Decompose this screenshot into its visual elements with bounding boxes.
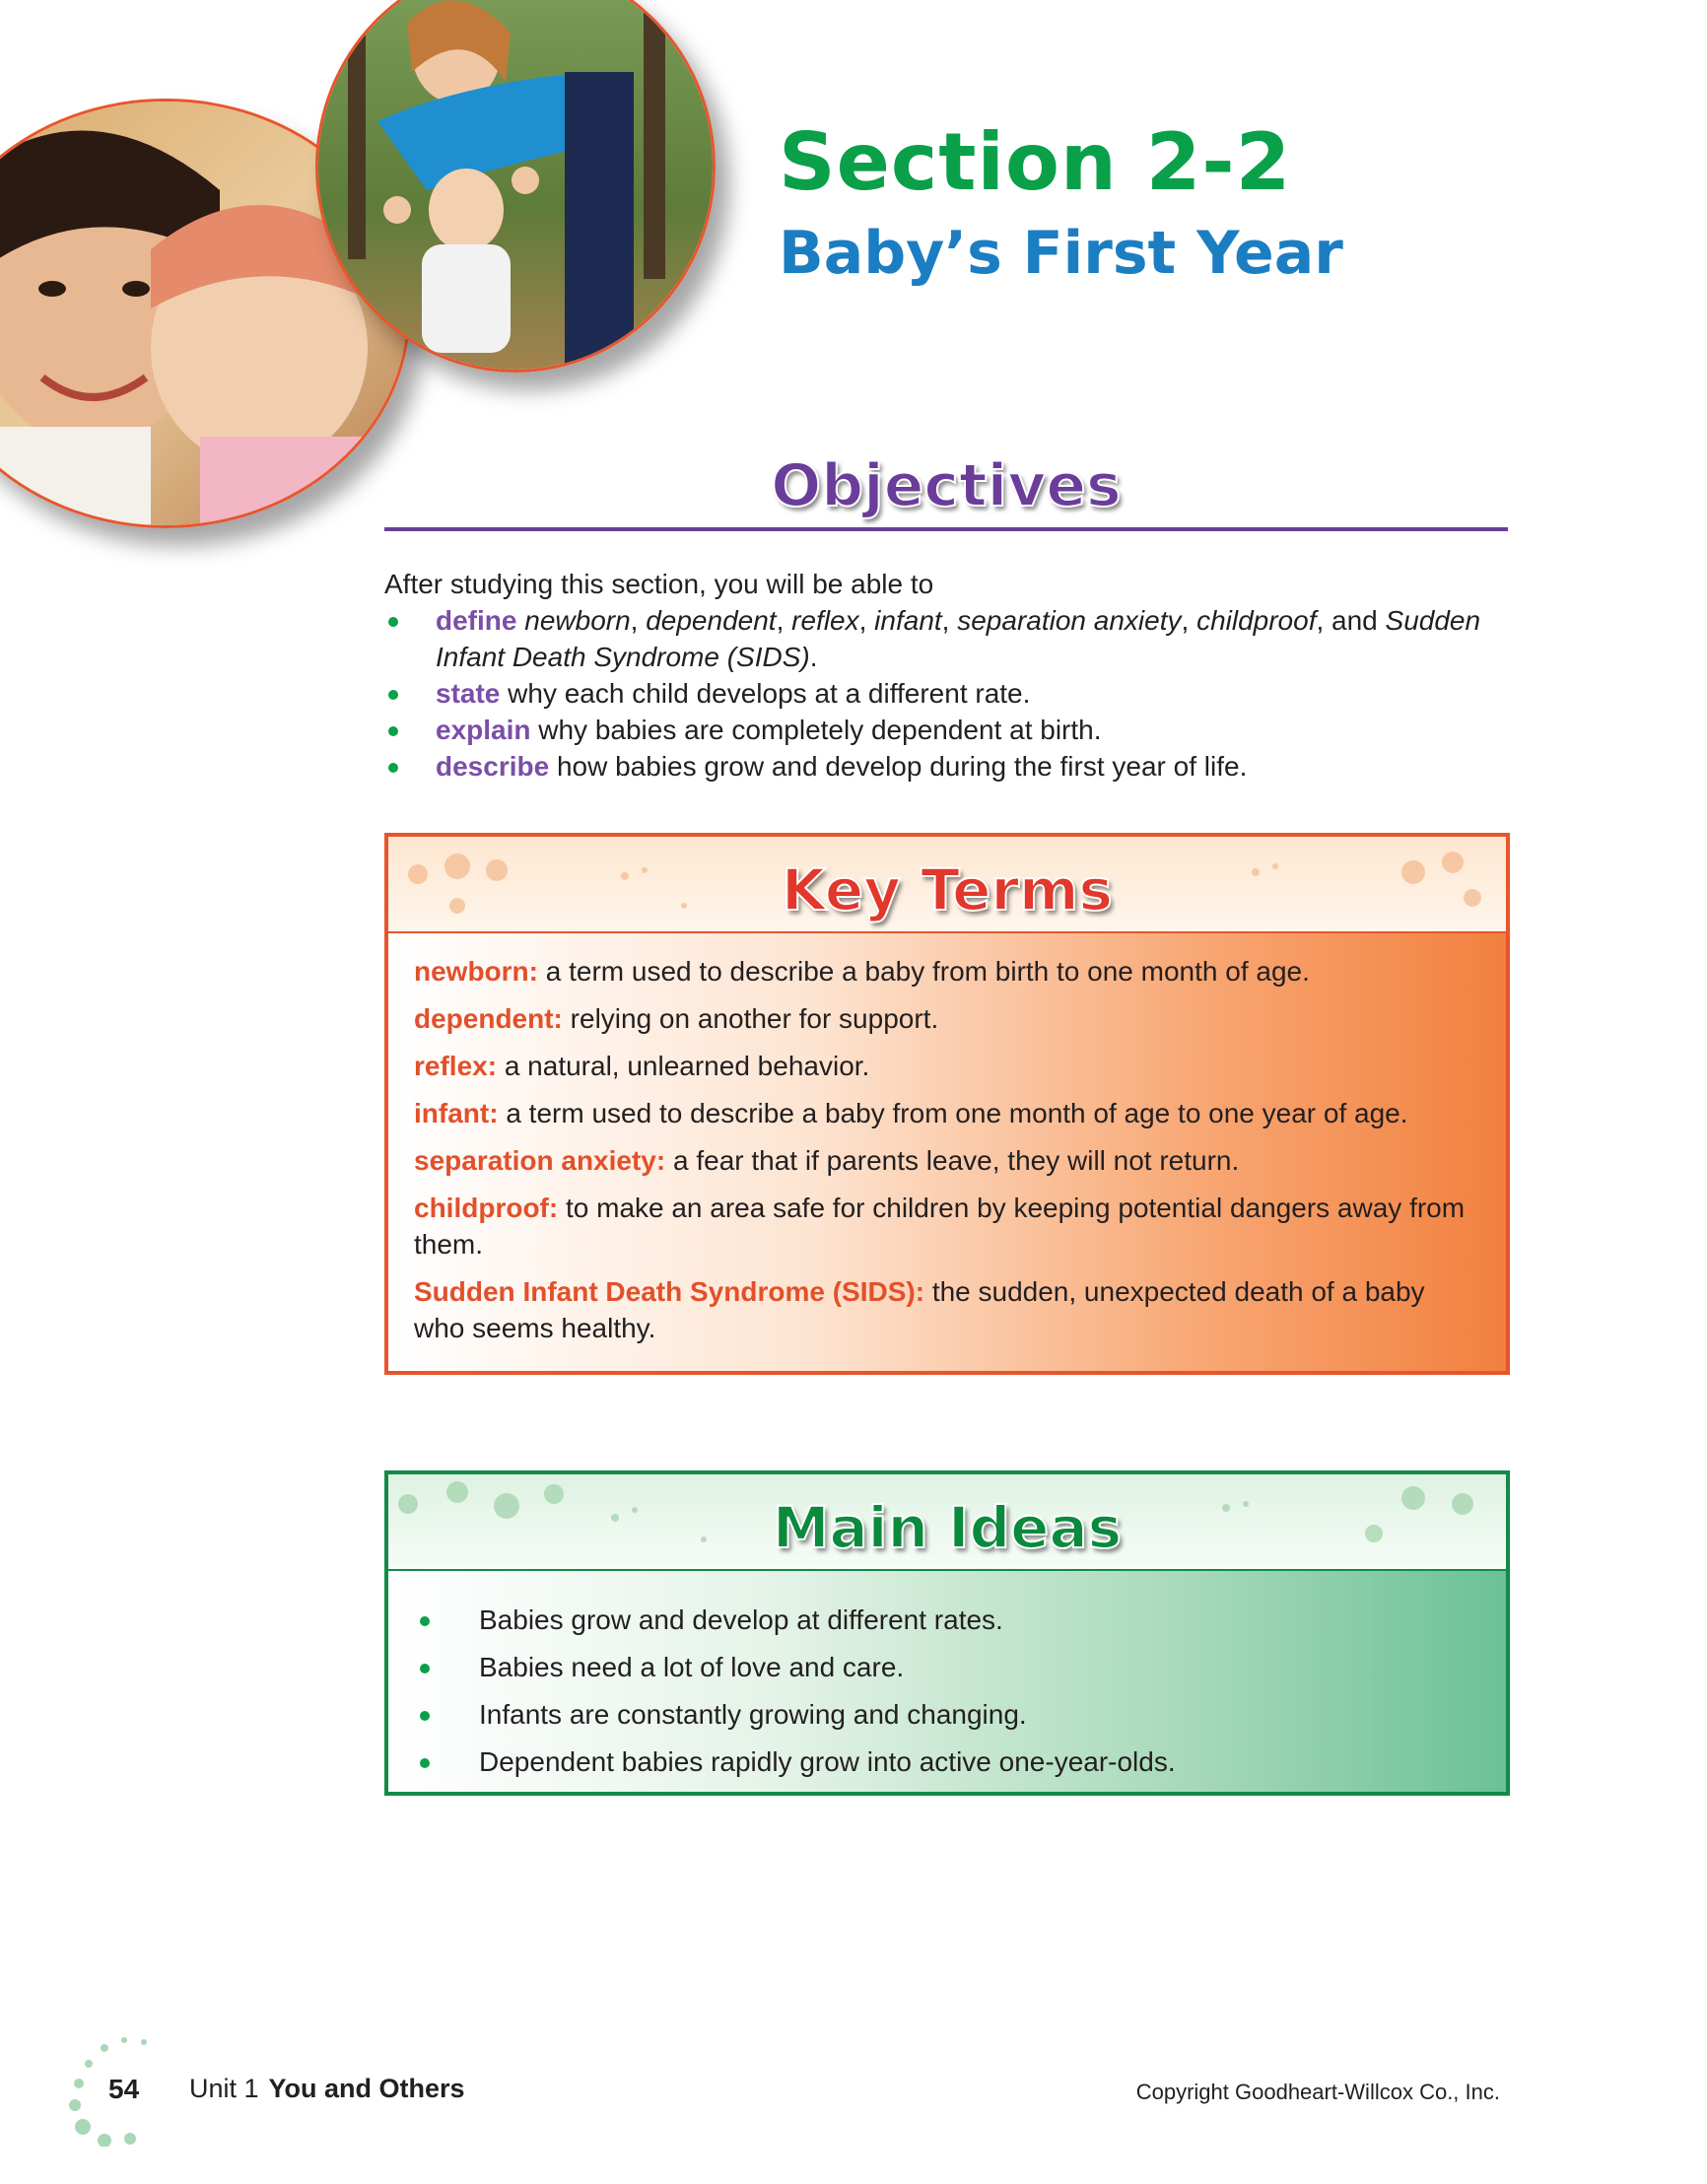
objective-text: why each child develops at a different rate. bbox=[508, 678, 1031, 709]
key-term-word: separation anxiety: bbox=[414, 1145, 666, 1176]
section-subtitle: Baby’s First Year bbox=[779, 219, 1343, 288]
objective-verb: describe bbox=[436, 751, 550, 782]
key-terms-heading: Key Terms bbox=[781, 856, 1114, 923]
objective-verb: explain bbox=[436, 715, 531, 745]
main-ideas-header bbox=[388, 1474, 1506, 1571]
key-term-definition: a term used to describe a baby from birth to one month of age. bbox=[545, 956, 1310, 987]
main-ideas-box bbox=[384, 1470, 1510, 1796]
bullet-icon bbox=[388, 726, 398, 736]
key-term-word: Sudden Infant Death Syndrome (SIDS): bbox=[414, 1276, 925, 1307]
bullet-icon bbox=[420, 1616, 430, 1626]
main-idea-item bbox=[414, 1644, 1468, 1691]
main-ideas-list bbox=[414, 1597, 1468, 1786]
objectives-heading: Objectives bbox=[771, 451, 1122, 520]
key-term-word: childproof: bbox=[414, 1193, 559, 1223]
bullet-icon bbox=[420, 1758, 430, 1768]
key-term-definition: relying on another for support. bbox=[570, 1003, 939, 1034]
key-term-word: dependent: bbox=[414, 1003, 563, 1034]
objective-item bbox=[384, 675, 1518, 712]
objective-text: how babies grow and develop during the first year of life. bbox=[556, 751, 1248, 782]
key-term bbox=[414, 1000, 1468, 1037]
objective-item bbox=[384, 748, 1518, 785]
key-term-word: reflex: bbox=[414, 1051, 498, 1081]
key-term bbox=[414, 1095, 1468, 1131]
unit-label bbox=[189, 2074, 465, 2104]
objective-term: reflex bbox=[791, 605, 859, 636]
key-term bbox=[414, 1273, 1468, 1346]
main-idea-text: Infants are constantly growing and changing. bbox=[479, 1699, 1027, 1730]
objective-item bbox=[384, 712, 1518, 748]
key-term-definition: a fear that if parents leave, they will not return. bbox=[672, 1145, 1240, 1176]
main-idea-text: Babies need a lot of love and care. bbox=[479, 1652, 905, 1682]
objective-term: separation anxiety bbox=[957, 605, 1182, 636]
key-term-word: newborn: bbox=[414, 956, 538, 987]
key-term-definition: a natural, unlearned behavior. bbox=[504, 1051, 870, 1081]
objective-term: newborn bbox=[524, 605, 631, 636]
objective-and: and bbox=[1331, 605, 1378, 636]
main-ideas-heading: Main Ideas bbox=[772, 1494, 1123, 1561]
main-idea-text: Dependent babies rapidly grow into active one-year-olds. bbox=[479, 1746, 1176, 1777]
unit-number: Unit 1 bbox=[189, 2074, 259, 2103]
key-term bbox=[414, 1048, 1468, 1084]
objectives-list bbox=[384, 602, 1518, 785]
bullet-icon bbox=[388, 690, 398, 700]
unit-title: You and Others bbox=[268, 2074, 465, 2103]
objective-verb: define bbox=[436, 605, 517, 636]
copyright-notice: Copyright Goodheart-Willcox Co., Inc. bbox=[1135, 2080, 1500, 2104]
objective-verb: state bbox=[436, 678, 501, 709]
bullet-icon bbox=[420, 1711, 430, 1721]
objective-text: why babies are completely dependent at birth. bbox=[538, 715, 1102, 745]
main-idea-text: Babies grow and develop at different rates. bbox=[479, 1604, 1003, 1635]
main-idea-item bbox=[414, 1597, 1468, 1644]
objectives-divider bbox=[384, 527, 1508, 531]
bullet-icon bbox=[420, 1664, 430, 1673]
key-term-definition: the sudden, unexpected death of a baby who seems healthy. bbox=[414, 1276, 1425, 1343]
section-title: Section 2-2 bbox=[779, 116, 1292, 208]
main-idea-item bbox=[414, 1691, 1468, 1739]
key-terms-list bbox=[414, 953, 1468, 1357]
key-terms-header bbox=[388, 837, 1506, 933]
key-term-definition: a term used to describe a baby from one month of age to one year of age. bbox=[506, 1098, 1408, 1128]
objective-term: childproof bbox=[1196, 605, 1317, 636]
objectives-intro: After studying this section, you will be able to bbox=[384, 569, 934, 599]
objective-term: Sudden Infant Death Syndrome (SIDS) bbox=[436, 605, 1481, 672]
key-term bbox=[414, 1142, 1468, 1179]
objective-term: infant bbox=[874, 605, 942, 636]
objective-term: dependent bbox=[646, 605, 777, 636]
objective-item: define newborn, dependent, reflex, infant, separation anxiety, childproof, and Sudden Infant Death Syndrome (SIDS). bbox=[384, 602, 1518, 675]
key-terms-box bbox=[384, 833, 1510, 1375]
bullet-icon bbox=[388, 763, 398, 773]
key-term bbox=[414, 1190, 1468, 1263]
key-term bbox=[414, 953, 1468, 990]
bullet-icon bbox=[388, 617, 398, 627]
key-term-definition: to make an area safe for children by keeping potential dangers away from them. bbox=[414, 1193, 1466, 1260]
key-term-word: infant: bbox=[414, 1098, 499, 1128]
main-idea-item bbox=[414, 1739, 1468, 1786]
page-number: 54 bbox=[108, 2074, 140, 2104]
